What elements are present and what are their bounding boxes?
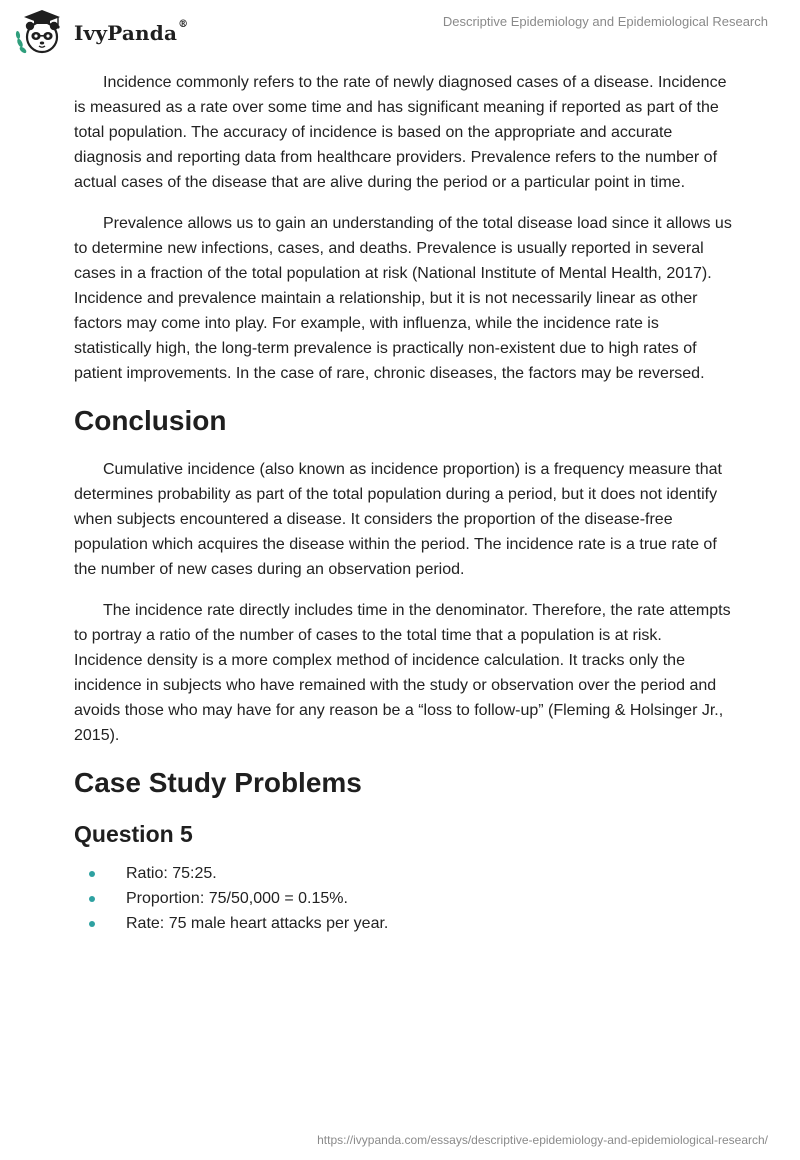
paragraph-cumulative-incidence: Cumulative incidence (also known as incidence proportion) is a frequency measure that determines probability as part of the total population during a period, but it does not identify when subjects encountered a disease. It considers the proportion of the disease-free population which acquires the disease within the period. The incidence rate is a true rate of the number of new cases during an observation period. (74, 461, 722, 578)
list-item (74, 886, 734, 911)
paragraph-incidence-rate: The incidence rate directly includes time in the denominator. Therefore, the rate attempts to portray a ratio of the number of cases to the total time that a population is at risk. Incidence density is a more complex method of incidence calculation. It tracks only the incidence in subjects who have remained with the study or observation over the period and avoids those who may have for any reason be a “loss to follow-up” (Fleming & Holsinger Jr., 2015). (74, 602, 731, 744)
bullet-dot-icon (89, 896, 95, 902)
paragraph-prevalence: Prevalence allows us to gain an understanding of the total disease load since it allows us to determine new infections, cases, and deaths. Prevalence is usually reported in several cases in a fraction of the total population at risk (National Institute of Mental Health, 2017). Incidence and prevalence maintain a relationship, but it is not necessarily linear as other factors may come into play. For example, with influenza, while the incidence rate is statistically high, the long-term prevalence is practically non-existent due to high rates of patient improvements. In the case of rare, chronic diseases, the factors may be reversed. (74, 215, 732, 382)
heading-question-5: Question 5 (74, 821, 193, 847)
bullet-dot-icon (89, 871, 95, 877)
heading-conclusion: Conclusion (74, 405, 227, 436)
list-item (74, 911, 734, 936)
source-url[interactable]: https://ivypanda.com/essays/descriptive-epidemiology-and-epidemiological-research/ (317, 1133, 768, 1147)
essay-content (74, 70, 734, 936)
list-item-text: Rate: 75 male heart attacks per year. (126, 915, 389, 932)
paragraph-incidence: Incidence commonly refers to the rate of newly diagnosed cases of a disease. Incidence is measured as a rate over some time and has significant meaning if reported as part of the total population. The accuracy of incidence is based on the appropriate and accurate diagnosis and reporting data from healthcare providers. Prevalence refers to the number of actual cases of the disease that are alive during the period or a particular point in time. (74, 74, 727, 191)
brand-name: IvyPanda® (74, 19, 189, 45)
ivypanda-logo[interactable] (14, 7, 188, 57)
list-item (74, 861, 734, 886)
bullet-dot-icon (89, 921, 95, 927)
document-title: Descriptive Epidemiology and Epidemiological Research (442, 14, 768, 29)
list-item-text: Ratio: 75:25. (126, 865, 217, 882)
question-5-list (74, 861, 734, 936)
page-header (0, 0, 800, 60)
panda-graduate-icon (14, 7, 66, 57)
list-item-text: Proportion: 75/50,000 = 0.15%. (126, 890, 348, 907)
heading-case-study-problems: Case Study Problems (74, 767, 362, 798)
registered-mark: ® (178, 19, 189, 30)
